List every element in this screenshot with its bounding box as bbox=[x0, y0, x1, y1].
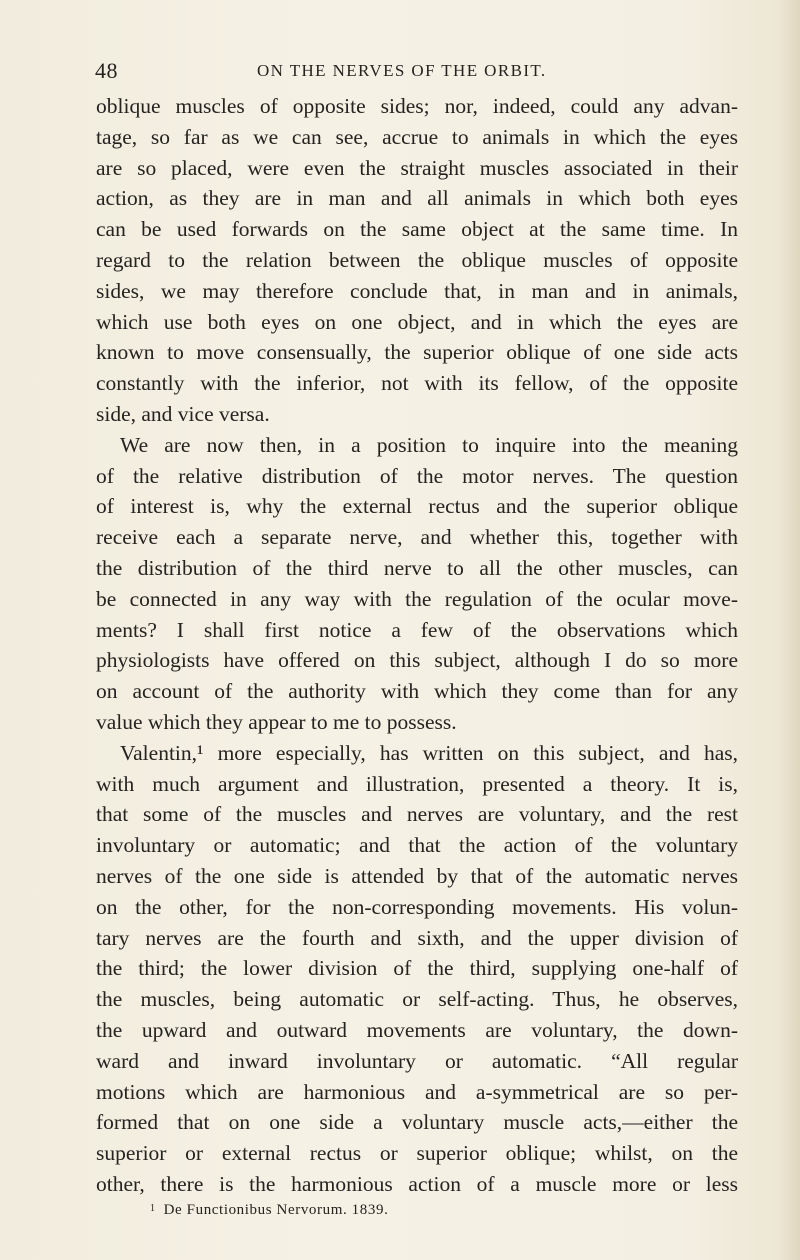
text-line: value which they appear to me to possess. bbox=[96, 709, 457, 734]
text-line: known to move consensually, the superior oblique of one side acts bbox=[96, 340, 738, 365]
text-line: with much argument and illustration, presented a theory. It is, bbox=[96, 771, 738, 796]
text-line: that some of the muscles and nerves are voluntary, and the rest bbox=[96, 802, 738, 827]
text-line: superior or external rectus or superior oblique; whilst, on the bbox=[96, 1141, 738, 1166]
text-line: nerves of the one side is attended by that of the automatic nerves bbox=[96, 863, 738, 888]
text-line: ward and inward involuntary or automatic. “All regular bbox=[96, 1048, 738, 1073]
text-line: be connected in any way with the regulation of the ocular move- bbox=[96, 586, 738, 611]
text-line: other, there is the harmonious action of a muscle more or less bbox=[96, 1171, 738, 1196]
text-line: can be used forwards on the same object at the same time. In bbox=[96, 217, 738, 242]
text-line: physiologists have offered on this subject, although I do so more bbox=[96, 648, 738, 673]
text-line: sides, we may therefore conclude that, in man and in animals, bbox=[96, 278, 738, 303]
footnote bbox=[150, 1202, 388, 1219]
text-line: constantly with the inferior, not with its fellow, of the opposite bbox=[96, 371, 738, 396]
text-line: are so placed, were even the straight muscles associated in their bbox=[96, 155, 738, 180]
text-line: receive each a separate nerve, and whether this, together with bbox=[96, 525, 738, 550]
text-line: oblique muscles of opposite sides; nor, indeed, could any advan- bbox=[96, 94, 738, 118]
text-line: which use both eyes on one object, and in which the eyes are bbox=[96, 309, 738, 334]
text-line: on account of the authority with which they come than for any bbox=[96, 679, 738, 704]
footnote-mark: 1 bbox=[150, 1203, 156, 1214]
body-text bbox=[96, 91, 738, 1200]
page-edge-shadow bbox=[778, 0, 800, 1260]
text-line: motions which are harmonious and a-symmetrical are so per- bbox=[96, 1079, 738, 1104]
text-line: action, as they are in man and all animals in which both eyes bbox=[96, 186, 738, 211]
text-line: tage, so far as we can see, accrue to animals in which the eyes bbox=[96, 124, 738, 149]
text-line: on the other, for the non-corresponding movements. His volun- bbox=[96, 894, 738, 919]
page-number: 48 bbox=[95, 58, 118, 83]
running-head: ON THE NERVES OF THE ORBIT. bbox=[257, 61, 547, 80]
text-line: the upward and outward movements are voluntary, the down- bbox=[96, 1017, 738, 1042]
text-line: of interest is, why the external rectus and the superior oblique bbox=[96, 494, 738, 519]
text-line: tary nerves are the fourth and sixth, and the upper division of bbox=[96, 925, 738, 950]
text-line: the muscles, being automatic or self-acting. Thus, he observes, bbox=[96, 987, 738, 1012]
text-line: formed that on one side a voluntary muscle acts,—either the bbox=[96, 1110, 738, 1135]
text-line: the distribution of the third nerve to all the other muscles, can bbox=[96, 555, 738, 580]
text-line: the third; the lower division of the third, supplying one-half of bbox=[96, 956, 738, 981]
text-line: Valentin,¹ more especially, has written on this subject, and has, bbox=[120, 740, 738, 765]
text-line: of the relative distribution of the motor nerves. The question bbox=[96, 463, 738, 488]
text-line: regard to the relation between the oblique muscles of opposite bbox=[96, 247, 738, 272]
text-line: ments? I shall first notice a few of the observations which bbox=[96, 617, 738, 642]
text-line: involuntary or automatic; and that the action of the voluntary bbox=[96, 833, 738, 858]
text-line: side, and vice versa. bbox=[96, 401, 270, 426]
text-line: We are now then, in a position to inquire into the meaning bbox=[120, 432, 738, 457]
footnote-text: De Functionibus Nervorum. 1839. bbox=[163, 1202, 389, 1218]
page-header bbox=[95, 58, 735, 88]
